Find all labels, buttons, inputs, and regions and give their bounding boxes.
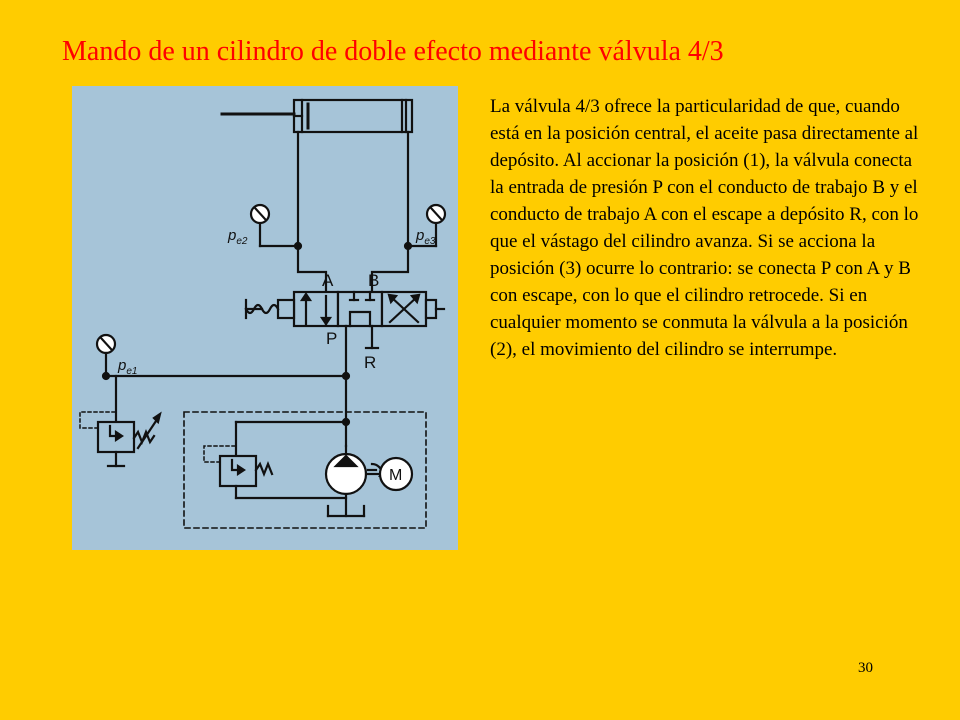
gauge-label-pe1: $p_{e1}$ <box>118 357 138 377</box>
port-label-a: A <box>322 271 334 290</box>
pressure-gauge-pe3 <box>427 205 445 223</box>
port-label-p: P <box>326 329 338 348</box>
port-label-b: B <box>368 271 380 290</box>
hydraulic-circuit-figure <box>72 86 458 550</box>
slide-title: Mando de un cilindro de doble efecto mediante válvula 4/3 <box>62 36 724 67</box>
body-text: La válvula 4/3 ofrece la particularidad de que, cuando está en la posición central, el aceite pasa directamente al depósito. Al accionar la posición (1), la válvula conecta la entrada de presión P con el conducto de trabajo B y el conducto de trabajo A con el escape a depósito R, con lo que el vástago del cilindro avanza. Si se acciona la posición (3) ocurre lo contrario: se conecta P con A y B con escape, con lo que el cilindro retrocede. Si en cualquier momento se conmuta la válvula a la posición (2), el movimiento del cilindro se interrumpe. <box>490 96 919 360</box>
pressure-gauge-pe1 <box>97 335 115 353</box>
gauge-label-pe2: $p_{e2}$ <box>228 227 248 247</box>
motor-label: M <box>389 467 403 484</box>
gauge-label-pe3: $p_{e3}$ <box>416 227 436 247</box>
port-label-r: R <box>364 353 377 372</box>
pressure-gauge-pe2 <box>251 205 269 223</box>
page-number: 30 <box>858 660 873 676</box>
